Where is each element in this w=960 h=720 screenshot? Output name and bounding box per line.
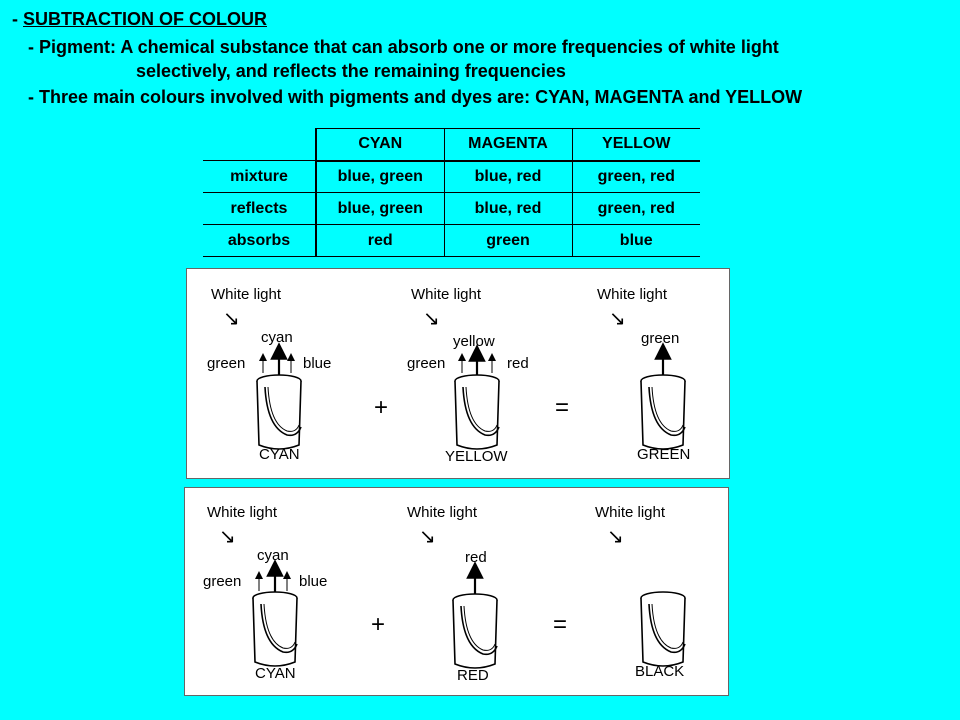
row-label-reflects: reflects bbox=[203, 193, 316, 225]
bucket-label: YELLOW bbox=[445, 448, 508, 465]
table-cell: blue, green bbox=[316, 161, 444, 193]
white-light-label: White light bbox=[407, 504, 478, 521]
main-colours-line: - Three main colours involved with pigments and dyes are: CYAN, MAGENTA and YELLOW bbox=[28, 87, 803, 107]
reflected-label: blue bbox=[299, 573, 328, 590]
cyan-bucket-icon bbox=[253, 592, 297, 666]
row-label-absorbs: absorbs bbox=[203, 225, 316, 257]
reflected-label: green bbox=[641, 330, 680, 347]
definition-line-1: - Pigment: A chemical substance that can absorb one or more frequencies of white light bbox=[28, 37, 779, 57]
incoming-arrow-icon: ↘ bbox=[223, 308, 240, 330]
table-row bbox=[203, 161, 700, 193]
column-header-magenta: MAGENTA bbox=[444, 129, 572, 161]
equals-sign: = bbox=[553, 611, 568, 638]
table-cell: green, red bbox=[572, 161, 700, 193]
bucket-label: CYAN bbox=[259, 446, 300, 463]
bucket-label: BLACK bbox=[635, 663, 685, 680]
table-row bbox=[203, 193, 700, 225]
plus-sign: + bbox=[371, 611, 386, 638]
white-light-label: White light bbox=[207, 504, 278, 521]
bucket-label: GREEN bbox=[637, 446, 691, 463]
row-label-mixture: mixture bbox=[203, 161, 316, 193]
reflected-label: red bbox=[507, 355, 529, 372]
definition-line-2: selectively, and reflects the remaining frequencies bbox=[136, 61, 566, 81]
heading-dash: - bbox=[12, 9, 23, 29]
table-header-row bbox=[203, 129, 700, 161]
column-header-cyan: CYAN bbox=[316, 129, 444, 161]
reflected-label: red bbox=[465, 549, 487, 566]
table-cell: red bbox=[316, 225, 444, 257]
red-bucket-icon bbox=[453, 594, 497, 668]
section-title: SUBTRACTION OF COLOUR bbox=[23, 9, 267, 29]
bucket-label: CYAN bbox=[255, 665, 296, 682]
green-bucket-icon bbox=[641, 375, 685, 449]
incoming-arrow-icon: ↘ bbox=[607, 526, 624, 548]
table-cell: green bbox=[444, 225, 572, 257]
table-cell: blue, red bbox=[444, 161, 572, 193]
reflected-label: blue bbox=[303, 355, 332, 372]
table-cell: blue, green bbox=[316, 193, 444, 225]
reflected-label: cyan bbox=[257, 547, 289, 564]
table-cell: green, red bbox=[572, 193, 700, 225]
table-cell: blue bbox=[572, 225, 700, 257]
white-light-label: White light bbox=[411, 286, 482, 303]
equals-sign: = bbox=[555, 394, 570, 421]
white-light-label: White light bbox=[597, 286, 668, 303]
table-corner bbox=[203, 129, 316, 161]
reflected-label: green bbox=[203, 573, 242, 590]
white-light-label: White light bbox=[211, 286, 282, 303]
plus-sign: + bbox=[374, 394, 389, 421]
pigment-table bbox=[203, 128, 700, 257]
reflected-label: green bbox=[207, 355, 246, 372]
yellow-bucket-icon bbox=[455, 375, 499, 449]
cyan-plus-red-diagram bbox=[184, 487, 729, 696]
incoming-arrow-icon: ↘ bbox=[219, 526, 236, 548]
reflected-label: yellow bbox=[453, 333, 495, 350]
heading-line bbox=[12, 9, 267, 30]
diagram-2-drawing bbox=[185, 488, 730, 697]
table-row bbox=[203, 225, 700, 257]
cyan-bucket-icon bbox=[257, 375, 301, 449]
reflected-label: green bbox=[407, 355, 446, 372]
incoming-arrow-icon: ↘ bbox=[423, 308, 440, 330]
diagram-1-drawing bbox=[187, 269, 731, 480]
reflected-label: cyan bbox=[261, 329, 293, 346]
column-header-yellow: YELLOW bbox=[572, 129, 700, 161]
bucket-label: RED bbox=[457, 667, 489, 684]
incoming-arrow-icon: ↘ bbox=[609, 308, 626, 330]
cyan-plus-yellow-diagram bbox=[186, 268, 730, 479]
table-cell: blue, red bbox=[444, 193, 572, 225]
black-bucket-icon bbox=[641, 592, 685, 666]
incoming-arrow-icon: ↘ bbox=[419, 526, 436, 548]
white-light-label: White light bbox=[595, 504, 666, 521]
